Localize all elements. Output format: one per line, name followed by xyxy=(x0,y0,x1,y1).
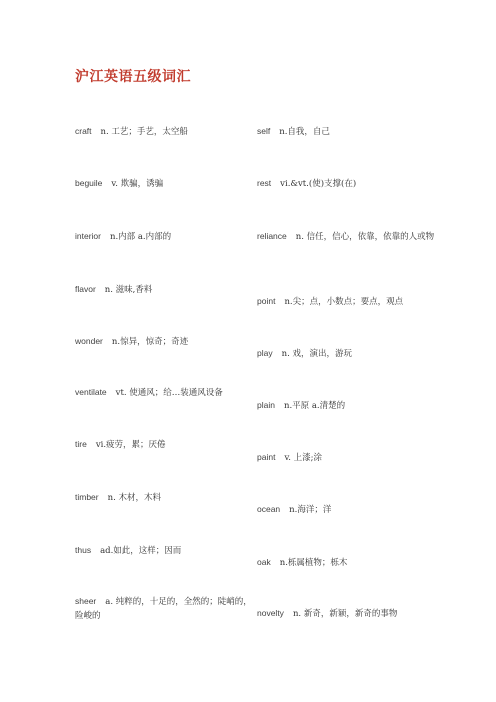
vocab-word: paint xyxy=(257,452,276,462)
vocab-word: beguile xyxy=(75,178,103,188)
vocab-definition: n. 木材，木料 xyxy=(107,493,162,503)
page-title: 沪江英语五级词汇 xyxy=(75,69,191,85)
vocab-entry xyxy=(257,229,437,244)
vocab-definition: vi.疲劳，累；厌倦 xyxy=(95,440,166,450)
vocab-entry xyxy=(75,334,255,349)
vocab-word: interior xyxy=(75,231,101,241)
vocab-word: sheer xyxy=(75,596,97,606)
vocab-entry xyxy=(257,346,437,361)
vocab-entry xyxy=(257,450,437,465)
vocab-entry xyxy=(75,437,255,452)
vocab-entry xyxy=(257,502,437,517)
vocab-entry xyxy=(75,282,255,297)
vocab-definition: n.自我，自己 xyxy=(279,127,330,137)
vocab-word: ocean xyxy=(257,504,281,514)
vocab-entry xyxy=(257,555,437,570)
vocab-word: rest xyxy=(257,178,272,188)
vocab-definition: n.惊异，惊奇；奇迹 xyxy=(111,337,189,347)
vocab-definition: n. 戏，演出，游玩 xyxy=(281,349,352,359)
vocab-definition: a. 纯粹的，十足的，全然的；陡峭的，险峻的 xyxy=(75,597,252,621)
vocab-definition: v. 上漆;涂 xyxy=(284,453,322,463)
vocab-entry xyxy=(257,124,437,139)
vocab-word: thus xyxy=(75,545,92,555)
vocab-entry xyxy=(75,385,255,400)
vocab-entry xyxy=(257,398,437,413)
vocab-entry xyxy=(257,294,437,309)
vocab-definition: n.尖；点，小数点；要点，观点 xyxy=(284,297,404,307)
vocab-word: point xyxy=(257,296,276,306)
vocab-word: tire xyxy=(75,439,87,449)
vocab-definition: n. 工艺；手艺，太空船 xyxy=(100,127,188,137)
vocab-word: ventilate xyxy=(75,387,107,397)
vocab-word: play xyxy=(257,348,273,358)
vocab-word: wonder xyxy=(75,336,103,346)
vocab-entry xyxy=(75,543,255,558)
vocab-word: self xyxy=(257,126,271,136)
vocab-definition: n.栎属植物；栎木 xyxy=(279,558,348,568)
vocab-definition: n. 滋味,香料 xyxy=(104,285,153,295)
vocab-definition: vi.&vt.(使)支撑(在) xyxy=(280,179,357,189)
vocab-word: novelty xyxy=(257,608,284,618)
vocab-word: timber xyxy=(75,492,99,502)
vocab-definition: vt. 使通风；给…装通风设备 xyxy=(115,388,223,398)
vocab-definition: n.平原 a.清楚的 xyxy=(283,401,346,411)
vocab-entry xyxy=(75,594,255,623)
vocab-definition: n.内部 a.内部的 xyxy=(109,232,172,242)
vocab-word: reliance xyxy=(257,231,287,241)
vocab-definition: n.海洋；洋 xyxy=(289,505,332,515)
vocab-definition: n. 新奇，新颖，新奇的事物 xyxy=(292,609,398,619)
vocab-definition: v. 欺骗，诱骗 xyxy=(111,179,164,189)
vocab-entry xyxy=(75,124,255,139)
vocab-word: oak xyxy=(257,557,271,567)
vocab-definition: n. 信任，信心，依靠，依靠的人或物 xyxy=(295,232,435,242)
vocab-word: craft xyxy=(75,126,92,136)
vocab-entry xyxy=(257,606,437,621)
vocab-entry xyxy=(75,490,255,505)
vocab-word: flavor xyxy=(75,284,96,294)
vocab-entry xyxy=(75,229,255,244)
vocab-word: plain xyxy=(257,400,275,410)
vocab-entry xyxy=(75,176,255,191)
vocab-definition: ad.如此，这样；因而 xyxy=(100,546,182,556)
vocab-entry xyxy=(257,176,437,191)
